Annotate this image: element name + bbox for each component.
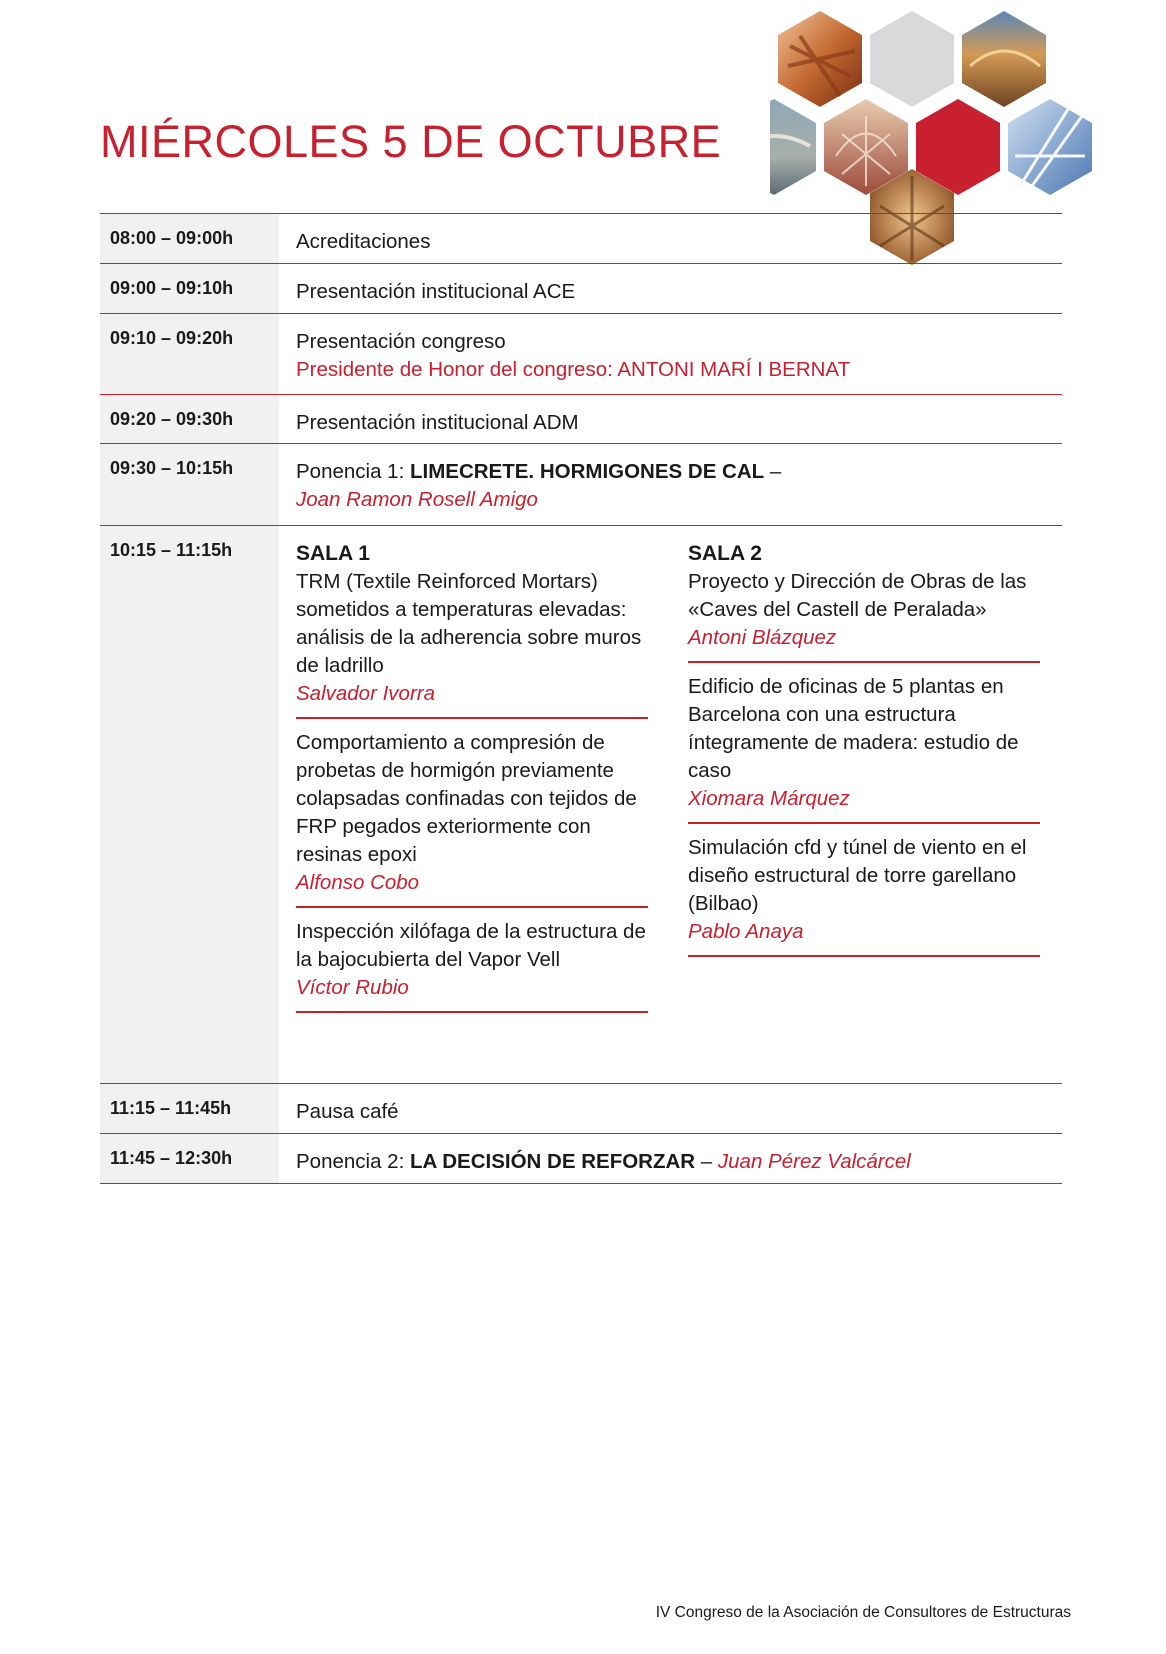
speaker-name: Alfonso Cobo (296, 871, 420, 894)
speaker-name: Antoni Blázquez (688, 626, 837, 649)
session-title: Presentación institucional ACE (296, 280, 576, 303)
schedule-row (100, 214, 1062, 264)
session-title: Acreditaciones (296, 230, 431, 253)
schedule-row (100, 314, 1062, 395)
time-slot: 09:00 – 09:10h (100, 264, 279, 313)
separator-dash: – (695, 1150, 718, 1173)
ponencia-title: LA DECISIÓN DE REFORZAR (409, 1150, 696, 1173)
talk-item (296, 729, 648, 908)
time-slot: 10:15 – 11:15h (100, 526, 279, 1083)
talk-item (688, 834, 1040, 957)
page-footer: IV Congreso de la Asociación de Consultores de Estructuras (655, 1604, 1071, 1621)
schedule-row (100, 526, 1062, 1084)
talk-title: TRM (Textile Reinforced Mortars) sometidos a temperaturas elevadas: análisis de la adherencia sobre muros de ladrillo (296, 570, 642, 677)
structure-photo-icon (962, 11, 1046, 107)
time-slot: 09:10 – 09:20h (100, 314, 279, 394)
talk-item (688, 568, 1040, 663)
talk-item (688, 673, 1040, 824)
session-text (279, 395, 1062, 443)
speaker-name: Joan Ramon Rosell Amigo (296, 488, 538, 511)
blank-hexagon-icon (870, 11, 954, 107)
time-slot: 11:15 – 11:45h (100, 1084, 279, 1133)
structure-photo-icon (770, 99, 816, 195)
schedule-row (100, 395, 1062, 444)
session-text (279, 214, 1062, 263)
session-text (279, 1084, 1062, 1133)
time-slot: 11:45 – 12:30h (100, 1134, 279, 1183)
talk-title: Inspección xilófaga de la estructura de la bajocubierta del Vapor Vell (296, 920, 646, 971)
time-slot: 09:20 – 09:30h (100, 395, 279, 443)
speaker-name: Pablo Anaya (688, 920, 804, 943)
schedule-row (100, 444, 1062, 526)
talk-item (296, 568, 648, 719)
session-text (279, 314, 1062, 394)
talk-title: Proyecto y Dirección de Obras de las «Caves del Castell de Peralada» (688, 570, 1027, 621)
speaker-name: Juan Pérez Valcárcel (717, 1150, 911, 1173)
structure-photo-icon (1008, 99, 1092, 195)
honor-president: Presidente de Honor del congreso: ANTONI MARÍ I BERNAT (296, 358, 851, 381)
ponencia-prefix: Ponencia 1: (296, 460, 410, 483)
session-title: Presentación institucional ADM (296, 411, 579, 434)
page-title: MIÉRCOLES 5 DE OCTUBRE (100, 116, 722, 167)
talk-item (296, 918, 648, 1013)
session-title: Presentación congreso (296, 330, 506, 353)
talk-title: Edificio de oficinas de 5 plantas en Barcelona con una estructura íntegramente de madera: estudio de caso (688, 675, 1019, 782)
sala-2-column (688, 540, 1040, 1083)
time-slot: 08:00 – 09:00h (100, 214, 279, 263)
schedule-table (100, 213, 1062, 1184)
schedule-row (100, 1134, 1062, 1184)
time-slot: 09:30 – 10:15h (100, 444, 279, 525)
sala-label: SALA 2 (688, 542, 762, 565)
talk-title: Simulación cfd y túnel de viento en el diseño estructural de torre garellano (Bilbao) (688, 836, 1027, 915)
talk-title: Comportamiento a compresión de probetas de hormigón previamente colapsadas confinadas con tejidos de FRP pegados exteriormente con resinas epoxi (296, 731, 637, 866)
ponencia-title: LIMECRETE. HORMIGONES DE CAL (409, 460, 765, 483)
session-text (279, 264, 1062, 313)
session-text (279, 1134, 1062, 1183)
ponencia-prefix: Ponencia 2: (296, 1150, 410, 1173)
schedule-row (100, 264, 1062, 314)
schedule-row (100, 1084, 1062, 1134)
sala-1-column (296, 540, 648, 1083)
separator-dash: – (764, 460, 782, 483)
speaker-name: Víctor Rubio (296, 976, 409, 999)
structure-photo-icon (778, 11, 862, 107)
speaker-name: Salvador Ivorra (296, 682, 436, 705)
parallel-sessions (279, 526, 1040, 1083)
speaker-name: Xiomara Márquez (688, 787, 850, 810)
session-text (279, 444, 1062, 525)
sala-label: SALA 1 (296, 542, 370, 565)
session-title: Pausa café (296, 1100, 399, 1123)
